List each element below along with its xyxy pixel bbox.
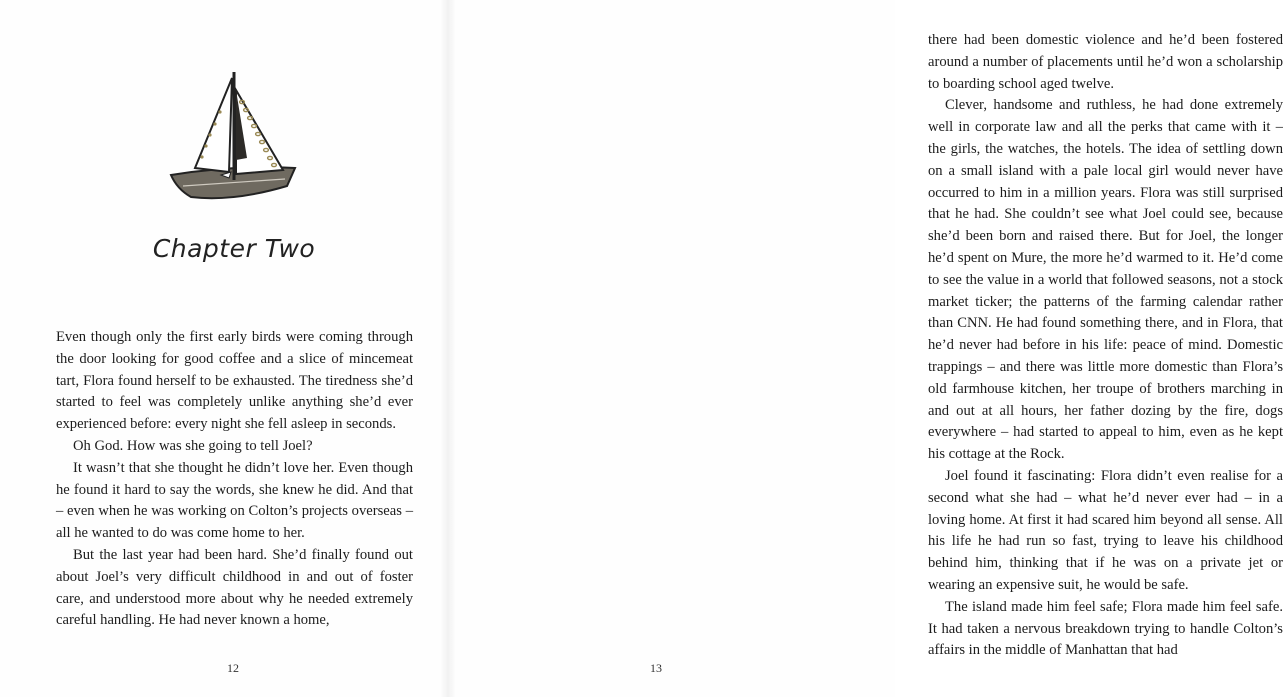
- paragraph: Clever, handsome and ruthless, he had done extremely well in corporate law and all the perks that came with it – the girls, the watches, the hotels. The idea of settling down on a small island with a pale local girl would never have occurred to him in a million years. Flora was still surprised that he had. She couldn’t see what Joel could see, because she’d been born and raised there. But for Joel, the longer he’d spent on Mure, the more he’d warmed to it. He’d come to see the value in a world that followed seasons, not a stock market ticker; the patterns of the farming calendar rather than CNN. He had found something there, and in Flora, that he’d never had before in his life: peace of mind. Domestic trappings – and there was little more domestic than Flora’s old farmhouse kitchen, her troupe of brothers marching in and out at all hours, her father dozing by the fire, dogs everywhere – had started to appeal to him, even as he kept his cottage at the Rock.: [928, 97, 1283, 463]
- left-page-body: [56, 327, 413, 632]
- paragraph: Oh God. How was she going to tell Joel?: [73, 437, 313, 454]
- page-number: 13: [650, 661, 662, 675]
- paragraph: Joel found it fascinating: Flora didn’t even realise for a second what she had – what he’d never ever had – in a loving home. At first it had scared him beyond all sense. All his life he had run so fast, trying to leave his childhood behind him, thinking that if he was on a private jet or wearing an expensive suit, he would be safe.: [928, 467, 1283, 593]
- paragraph: there had been domestic violence and he’d been fostered around a number of placements until he’d won a scholarship to boarding school aged twelve.: [928, 32, 1283, 92]
- page-number: 12: [227, 661, 239, 675]
- paragraph: But the last year had been hard. She’d finally found out about Joel’s very difficult childhood in and out of foster care, and understood more about why he needed extremely careful handling. He had never known a home,: [56, 546, 413, 629]
- paragraph: Even though only the first early birds were coming through the door looking for good coffee and a slice of mincemeat tart, Flora found herself to be exhausted. The tiredness she’d started to feel was completely unlike anything she’d ever experienced before: every night she fell asleep in seconds.: [56, 329, 413, 433]
- sailboat-icon: [163, 62, 303, 212]
- paragraph: It wasn’t that she thought he didn’t love her. Even though he found it hard to say the words, she knew he did. And that – even when he was working on Colton’s projects overseas – all he wanted to do was come home to her.: [56, 459, 413, 542]
- left-page: [0, 0, 448, 697]
- right-page: [448, 0, 1283, 697]
- chapter-title: Chapter Two: [152, 234, 316, 263]
- paragraph: The island made him feel safe; Flora made him feel safe. It had taken a nervous breakdown trying to handle Colton’s affairs in the middle of Manhattan that had: [928, 598, 1283, 659]
- right-page-body: [928, 30, 1283, 662]
